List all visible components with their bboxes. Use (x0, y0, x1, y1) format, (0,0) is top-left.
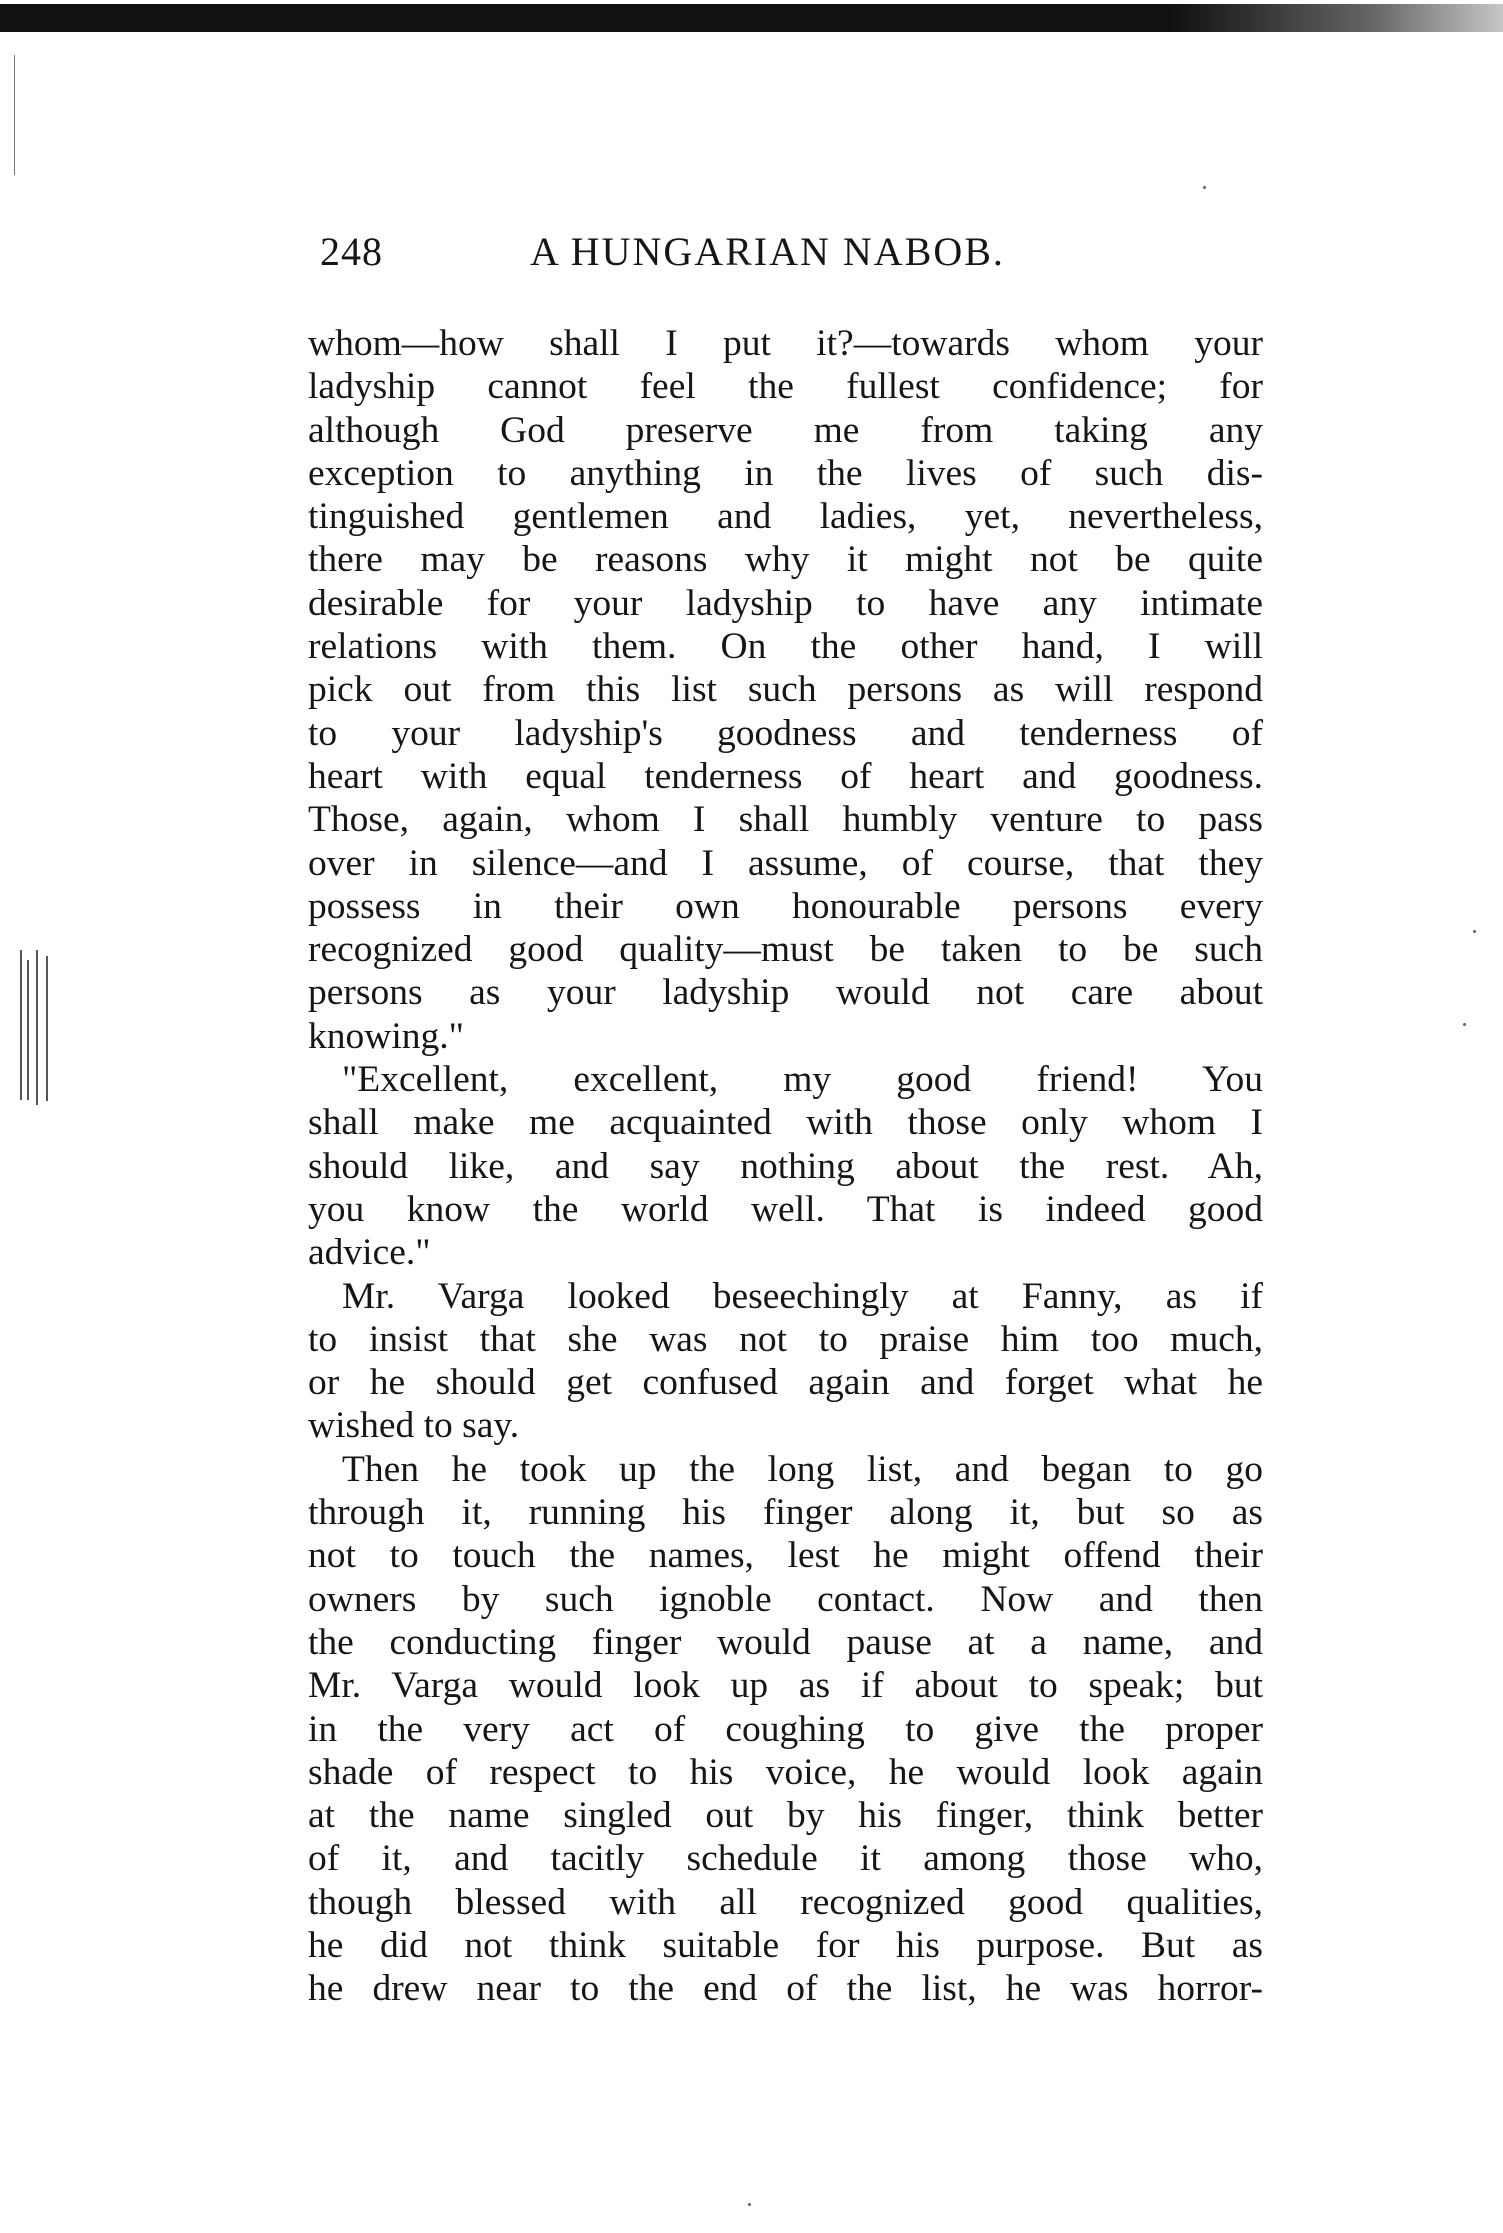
body-text (308, 322, 1263, 2011)
text-line: tinguished gentlemen and ladies, yet, nevertheless, (308, 496, 1263, 538)
text-line: Mr. Varga would look up as if about to speak; but (308, 1665, 1263, 1707)
text-line: possess in their own honourable persons every (308, 885, 1263, 927)
text-line: exception to anything in the lives of such dis- (308, 452, 1263, 494)
text-line: ladyship cannot feel the fullest confidence; for (308, 366, 1263, 408)
text-line: shall make me acquainted with those only whom I (308, 1102, 1263, 1144)
text-line: to your ladyship's goodness and tenderness of (308, 712, 1263, 754)
text-line: pick out from this list such persons as will respond (308, 669, 1263, 711)
text-line: Those, again, whom I shall humbly venture to pass (308, 799, 1263, 841)
text-line: recognized good quality—must be taken to be such (308, 929, 1263, 971)
text-line: though blessed with all recognized good qualities, (308, 1881, 1263, 1923)
text-line: desirable for your ladyship to have any intimate (308, 582, 1263, 624)
text-line: he drew near to the end of the list, he was horror- (308, 1968, 1263, 2010)
scan-border-fade (1173, 4, 1503, 32)
text-line: over in silence—and I assume, of course, that they (308, 842, 1263, 884)
text-line: advice." (308, 1232, 431, 1274)
scan-speck (1203, 186, 1206, 189)
text-line: wished to say. (308, 1405, 520, 1447)
text-line: to insist that she was not to praise him too much, (308, 1318, 1263, 1360)
text-line: owners by such ignoble contact. Now and then (308, 1578, 1263, 1620)
binding-marks (20, 950, 60, 1110)
text-line: should like, and say nothing about the rest. Ah, (308, 1145, 1263, 1187)
text-line: heart with equal tenderness of heart and goodness. (308, 755, 1263, 797)
text-line: knowing." (308, 1015, 464, 1057)
scan-speck (1473, 930, 1476, 933)
running-head (320, 228, 1270, 284)
text-line: not to touch the names, lest he might offend their (308, 1535, 1263, 1577)
scan-speck (748, 2203, 751, 2206)
page-edge-mark (14, 55, 15, 175)
text-line: at the name singled out by his finger, think better (308, 1795, 1263, 1837)
scan-speck (1463, 1023, 1466, 1026)
text-line: relations with them. On the other hand, I will (308, 626, 1263, 668)
text-line: of it, and tacitly schedule it among those who, (308, 1838, 1263, 1880)
text-line: in the very act of coughing to give the proper (308, 1708, 1263, 1750)
text-line: persons as your ladyship would not care about (308, 972, 1263, 1014)
text-line: he did not think suitable for his purpose. But as (308, 1924, 1263, 1966)
text-line: Mr. Varga looked beseechingly at Fanny, as if (342, 1275, 1263, 1317)
text-line: whom—how shall I put it?—towards whom your (308, 323, 1263, 364)
text-line: the conducting finger would pause at a name, and (308, 1621, 1263, 1663)
text-line: although God preserve me from taking any (308, 409, 1263, 451)
text-line: "Excellent, excellent, my good friend! You (342, 1059, 1263, 1101)
text-line: Then he took up the long list, and began to go (342, 1448, 1263, 1490)
text-line: shade of respect to his voice, he would look again (308, 1751, 1263, 1793)
text-line: through it, running his finger along it, but so as (308, 1492, 1263, 1534)
page-number: 248 (320, 229, 383, 274)
text-line: you know the world well. That is indeed good (308, 1188, 1263, 1230)
text-line: or he should get confused again and forget what he (308, 1362, 1263, 1404)
running-title: A HUNGARIAN NABOB. (530, 229, 1005, 274)
text-line: there may be reasons why it might not be quite (308, 539, 1263, 581)
